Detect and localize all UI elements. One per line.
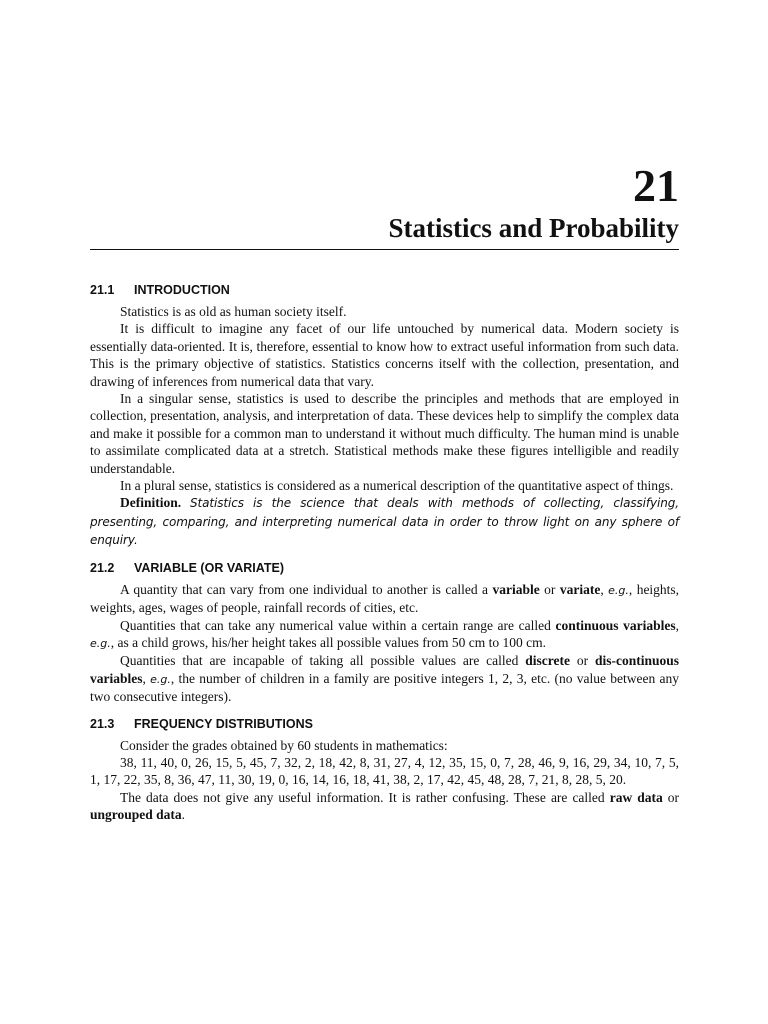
eg-abbrev: e.g. bbox=[90, 636, 111, 650]
text-run: . bbox=[181, 807, 186, 823]
chapter-number: 21 bbox=[633, 160, 679, 211]
definition-label: Definition. bbox=[120, 495, 182, 511]
text-run: heights, weights, ages, wages of people, rainfall records of cities, etc. bbox=[90, 581, 680, 616]
section-title: FREQUENCY DISTRIBUTIONS bbox=[134, 716, 313, 731]
text-run: the number of children in a family are positive integers 1, 2, 3, etc. (no value between any two consecutive integers). bbox=[90, 670, 680, 705]
term: discrete bbox=[525, 653, 570, 669]
text-run: Quantities that are incapable of taking all possible values are called bbox=[120, 653, 519, 669]
text-run: A quantity that can vary from one individual to another is called a bbox=[120, 581, 489, 597]
text-run: Quantities that can take any numerical value within a certain range are called bbox=[120, 617, 551, 633]
paragraph: Consider the grades obtained by 60 students in mathematics: bbox=[120, 737, 448, 753]
eg-abbrev: e.g. bbox=[150, 672, 171, 686]
section-title: VARIABLE (OR VARIATE) bbox=[134, 560, 284, 575]
section-number: 21.2 bbox=[90, 560, 115, 575]
text-run: or bbox=[667, 789, 680, 805]
paragraph: A quantity that can vary from one individual to another is called a variable or variate, e.g., heights, weights, ages, wages of people, rainfall records of cities, etc. bbox=[90, 581, 680, 616]
definition-paragraph bbox=[90, 494, 679, 549]
section-frequency-distributions bbox=[90, 716, 679, 824]
text-run: as a child grows, his/her height takes all possible values from 50 cm to 100 cm. bbox=[117, 634, 547, 650]
paragraph: Statistics is as old as human society itself. bbox=[120, 304, 347, 319]
section-number: 21.3 bbox=[90, 716, 115, 731]
term: variate bbox=[559, 581, 601, 597]
eg-abbrev: e.g. bbox=[608, 583, 629, 597]
paragraph: Quantities that are incapable of taking all possible values are called discrete or dis-continuous variables, e.g., the number of children in a family are positive integers 1, 2, 3, etc. (no value between any two consecutive integers). bbox=[90, 653, 680, 705]
definition-text: Statistics is the science that deals with methods of collecting, classifying, presenting, comparing, and interpreting numerical data in order to throw light on any sphere of enquiry. bbox=[90, 496, 679, 548]
section-number: 21.1 bbox=[90, 283, 115, 297]
section-variable bbox=[90, 560, 679, 706]
grades-list: 38, 11, 40, 0, 26, 15, 5, 45, 7, 32, 2, 18, 42, 8, 31, 27, 4, 12, 35, 15, 0, 7, 28, 46, 9, 16, 29, 34, 10, 7, 5, 1, 17, 22, 35, 8, 36, 47, 11, 30, 19, 0, 16, 14, 16, 18, 41, 38, 2, 17, 42, 45, 48, 28, 7, 21, 8, 28, 5, 20. bbox=[90, 754, 679, 788]
term: variable bbox=[492, 581, 540, 597]
paragraph: In a plural sense, statistics is considered as a numerical description of the quantitative aspect of things. bbox=[120, 478, 674, 494]
chapter-title: Statistics and Probability bbox=[388, 213, 679, 243]
section-introduction bbox=[90, 282, 679, 550]
paragraph: Quantities that can take any numerical value within a certain range are called continuous variables, e.g., as a child grows, his/her height takes all possible values from 50 cm to 100 cm. bbox=[90, 617, 679, 650]
title-rule bbox=[90, 249, 679, 250]
text-run: or bbox=[544, 581, 556, 597]
paragraph: In a singular sense, statistics is used to describe the principles and methods that are employed in collection, presentation, analysis, and interpretation of data. These devices help to simplify the complex data and make it possible for a common man to understand it without much difficulty. The human mind is unable to assimilate complicated data at a stretch. Statistical methods make these figures intelligible and readily understandable. bbox=[90, 391, 679, 476]
term: raw data bbox=[609, 789, 663, 805]
term: ungrouped data bbox=[90, 807, 182, 823]
chapter-content bbox=[90, 282, 679, 824]
section-heading bbox=[90, 282, 679, 299]
paragraph bbox=[90, 789, 679, 824]
term: continuous variables bbox=[555, 617, 676, 633]
document-page bbox=[90, 0, 679, 1024]
text-run: or bbox=[576, 653, 589, 669]
paragraph: It is difficult to imagine any facet of our life untouched by numerical data. Modern society is essentially data-oriented. It is, therefore, essential to know how to extract useful information from such data. This is the primary objective of statistics. Statistics concerns itself with the collection, presentation, and drawing of inferences from numerical data that vary. bbox=[90, 321, 679, 389]
section-title: INTRODUCTION bbox=[134, 283, 230, 297]
term: dis-continuous variables bbox=[90, 653, 680, 686]
section-heading bbox=[90, 560, 679, 577]
text-run: The data does not give any useful information. It is rather confusing. These are called bbox=[120, 789, 605, 805]
section-heading bbox=[90, 716, 679, 733]
